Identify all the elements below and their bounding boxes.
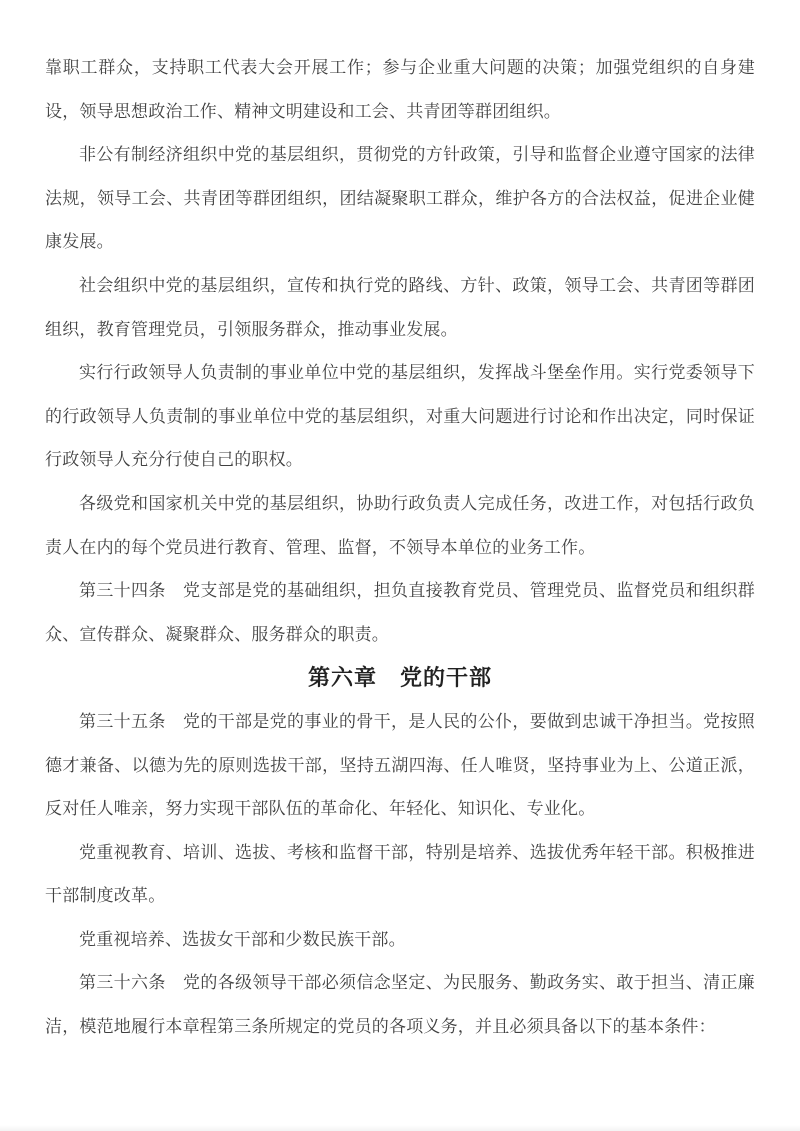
paragraph-article-34: 第三十四条 党支部是党的基础组织，担负直接教育党员、管理党员、监督党员和组织群众、宣传群众、凝聚群众、服务群众的职责。	[45, 581, 755, 644]
paragraph-social-org: 社会组织中党的基层组织，宣传和执行党的路线、方针、政策，领导工会、共青团等群团组织，教育管理党员，引领服务群众，推动事业发展。	[45, 275, 755, 339]
paragraph-women-minority-cadres: 党重视培养、选拔女干部和少数民族干部。	[79, 929, 406, 949]
paragraph-state-organ-org: 各级党和国家机关中党的基层组织，协助行政负责人完成任务，改进工作，对包括行政负责人在内的每个党员进行教育、管理、监督，不领导本单位的业务工作。	[45, 493, 755, 557]
paragraph-enterprise-org-continuation: 靠职工群众，支持职工代表大会开展工作；参与企业重大问题的决策；加强党组织的自身建设，领导思想政治工作、精神文明建设和工会、共青团等群团组织。	[45, 58, 755, 121]
paragraph-article-35: 第三十五条 党的干部是党的事业的骨干，是人民的公仆，要做到忠诚干净担当。党按照德才兼备、以德为先的原则选拔干部，坚持五湖四海、任人唯贤，坚持事业为上、公道正派，反对任人唯亲，努力实现干部队伍的革命化、年轻化、知识化、专业化。	[45, 711, 755, 819]
paragraph-article-36: 第三十六条 党的各级领导干部必须信念坚定、为民服务、勤政务实、敢于担当、清正廉洁，模范地履行本章程第三条所规定的党员的各项义务，并且必须具备以下的基本条件：	[45, 973, 755, 1037]
paragraph-public-institution-org: 实行行政领导人负责制的事业单位中党的基层组织，发挥战斗堡垒作用。实行党委领导下的行政领导人负责制的事业单位中党的基层组织，对重大问题进行讨论和作出决定，同时保证行政领导人充分行使自己的职权。	[45, 363, 755, 470]
document-text-body	[45, 46, 755, 1049]
chapter-six-heading: 第六章 党的干部	[307, 665, 492, 691]
paragraph-cadre-training: 党重视教育、培训、选拔、考核和监督干部，特别是培养、选拔优秀年轻干部。积极推进干部制度改革。	[45, 842, 755, 906]
page-bottom-shadow	[0, 1125, 800, 1131]
paragraph-non-public-economic-org: 非公有制经济组织中党的基层组织，贯彻党的方针政策，引导和监督企业遵守国家的法律法规，领导工会、共青团等群团组织，团结凝聚职工群众，维护各方的合法权益，促进企业健康发展。	[45, 145, 755, 252]
